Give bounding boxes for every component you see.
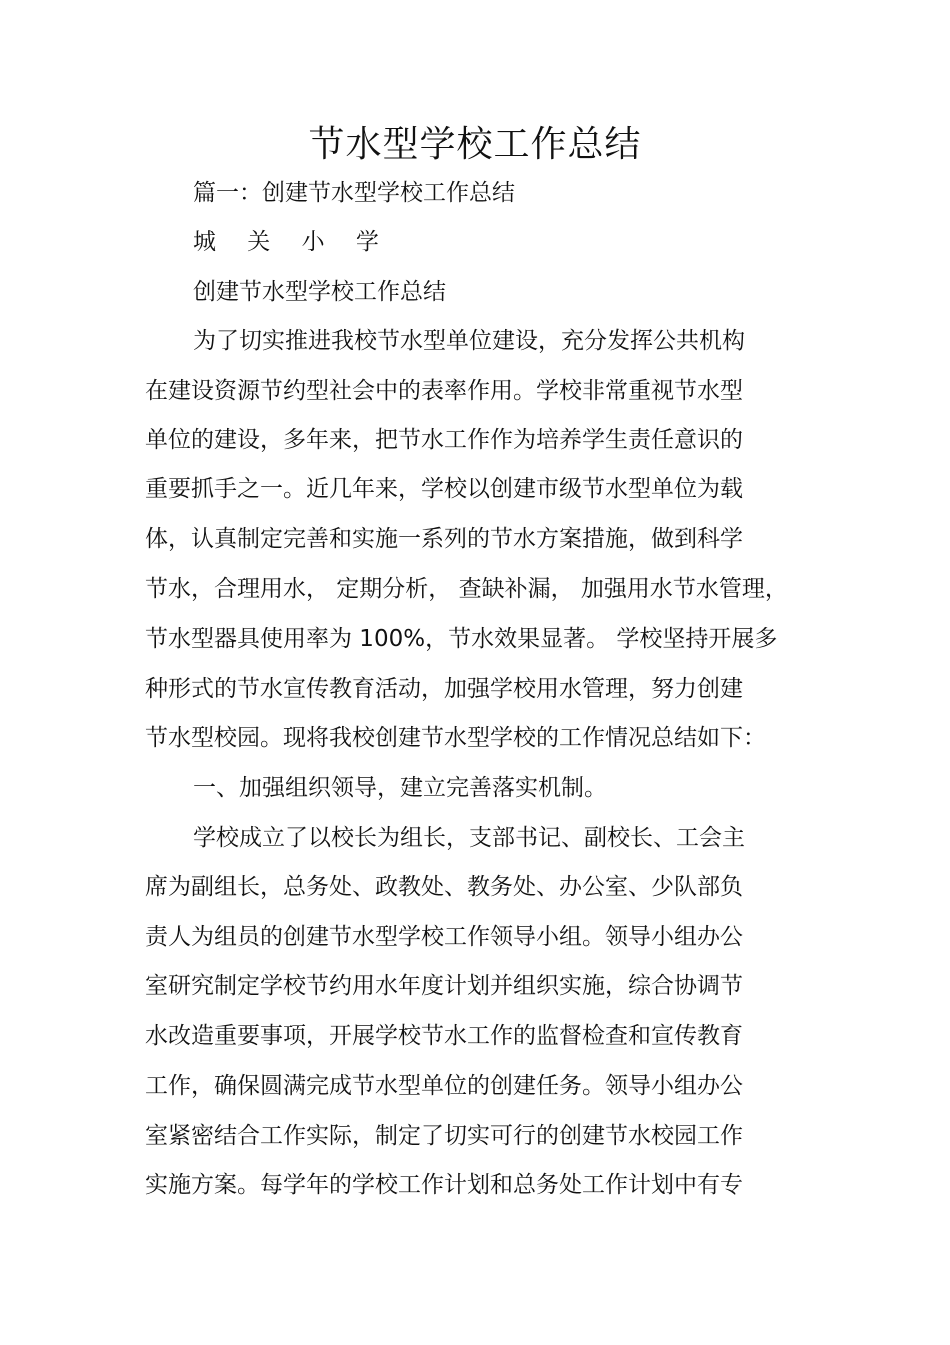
document-title: 节水型学校工作总结 — [308, 124, 642, 165]
paragraph-line: 节水型器具使用率为 100%，节水效果显著。 学校坚持开展多 — [145, 626, 778, 652]
paragraph-line: 节水型校园。现将我校创建节水型学校的工作情况总结如下： — [145, 725, 766, 751]
paragraph-line: 体，认真制定完善和实施一系列的节水方案措施，做到科学 — [145, 526, 743, 552]
paragraph-line: 节水，合理用水， 定期分析， 查缺补漏， 加强用水节水管理， — [145, 576, 788, 602]
paragraph-line: 重要抓手之一。近几年来，学校以创建市级节水型单位为载 — [145, 476, 743, 502]
paragraph-line: 室研究制定学校节约用水年度计划并组织实施，综合协调节 — [145, 973, 743, 999]
paragraph-line: 工作，确保圆满完成节水型单位的创建任务。领导小组办公 — [145, 1073, 743, 1099]
paragraph-line: 种形式的节水宣传教育活动，加强学校用水管理，努力创建 — [145, 676, 743, 702]
paragraph-line: 在建设资源节约型社会中的表率作用。学校非常重视节水型 — [145, 378, 743, 404]
school-name: 城 关 小 学 — [193, 229, 391, 255]
paragraph-line: 为了切实推进我校节水型单位建设，充分发挥公共机构 — [193, 328, 745, 354]
section-heading: 篇一：创建节水型学校工作总结 — [193, 180, 515, 206]
paragraph-line: 单位的建设，多年来，把节水工作作为培养学生责任意识的 — [145, 427, 743, 453]
subtitle: 创建节水型学校工作总结 — [193, 279, 446, 305]
paragraph-line: 学校成立了以校长为组长，支部书记、副校长、工会主 — [193, 825, 745, 851]
paragraph-line: 实施方案。每学年的学校工作计划和总务处工作计划中有专 — [145, 1172, 743, 1198]
paragraph-line: 席为副组长，总务处、政教处、教务处、办公室、少队部负 — [145, 874, 743, 900]
paragraph-line: 室紧密结合工作实际，制定了切实可行的创建节水校园工作 — [145, 1123, 743, 1149]
paragraph-line: 水改造重要事项，开展学校节水工作的监督检查和宣传教育 — [145, 1023, 743, 1049]
paragraph-line: 责人为组员的创建节水型学校工作领导小组。领导小组办公 — [145, 924, 743, 950]
section-heading: 一、加强组织领导，建立完善落实机制。 — [193, 775, 607, 801]
